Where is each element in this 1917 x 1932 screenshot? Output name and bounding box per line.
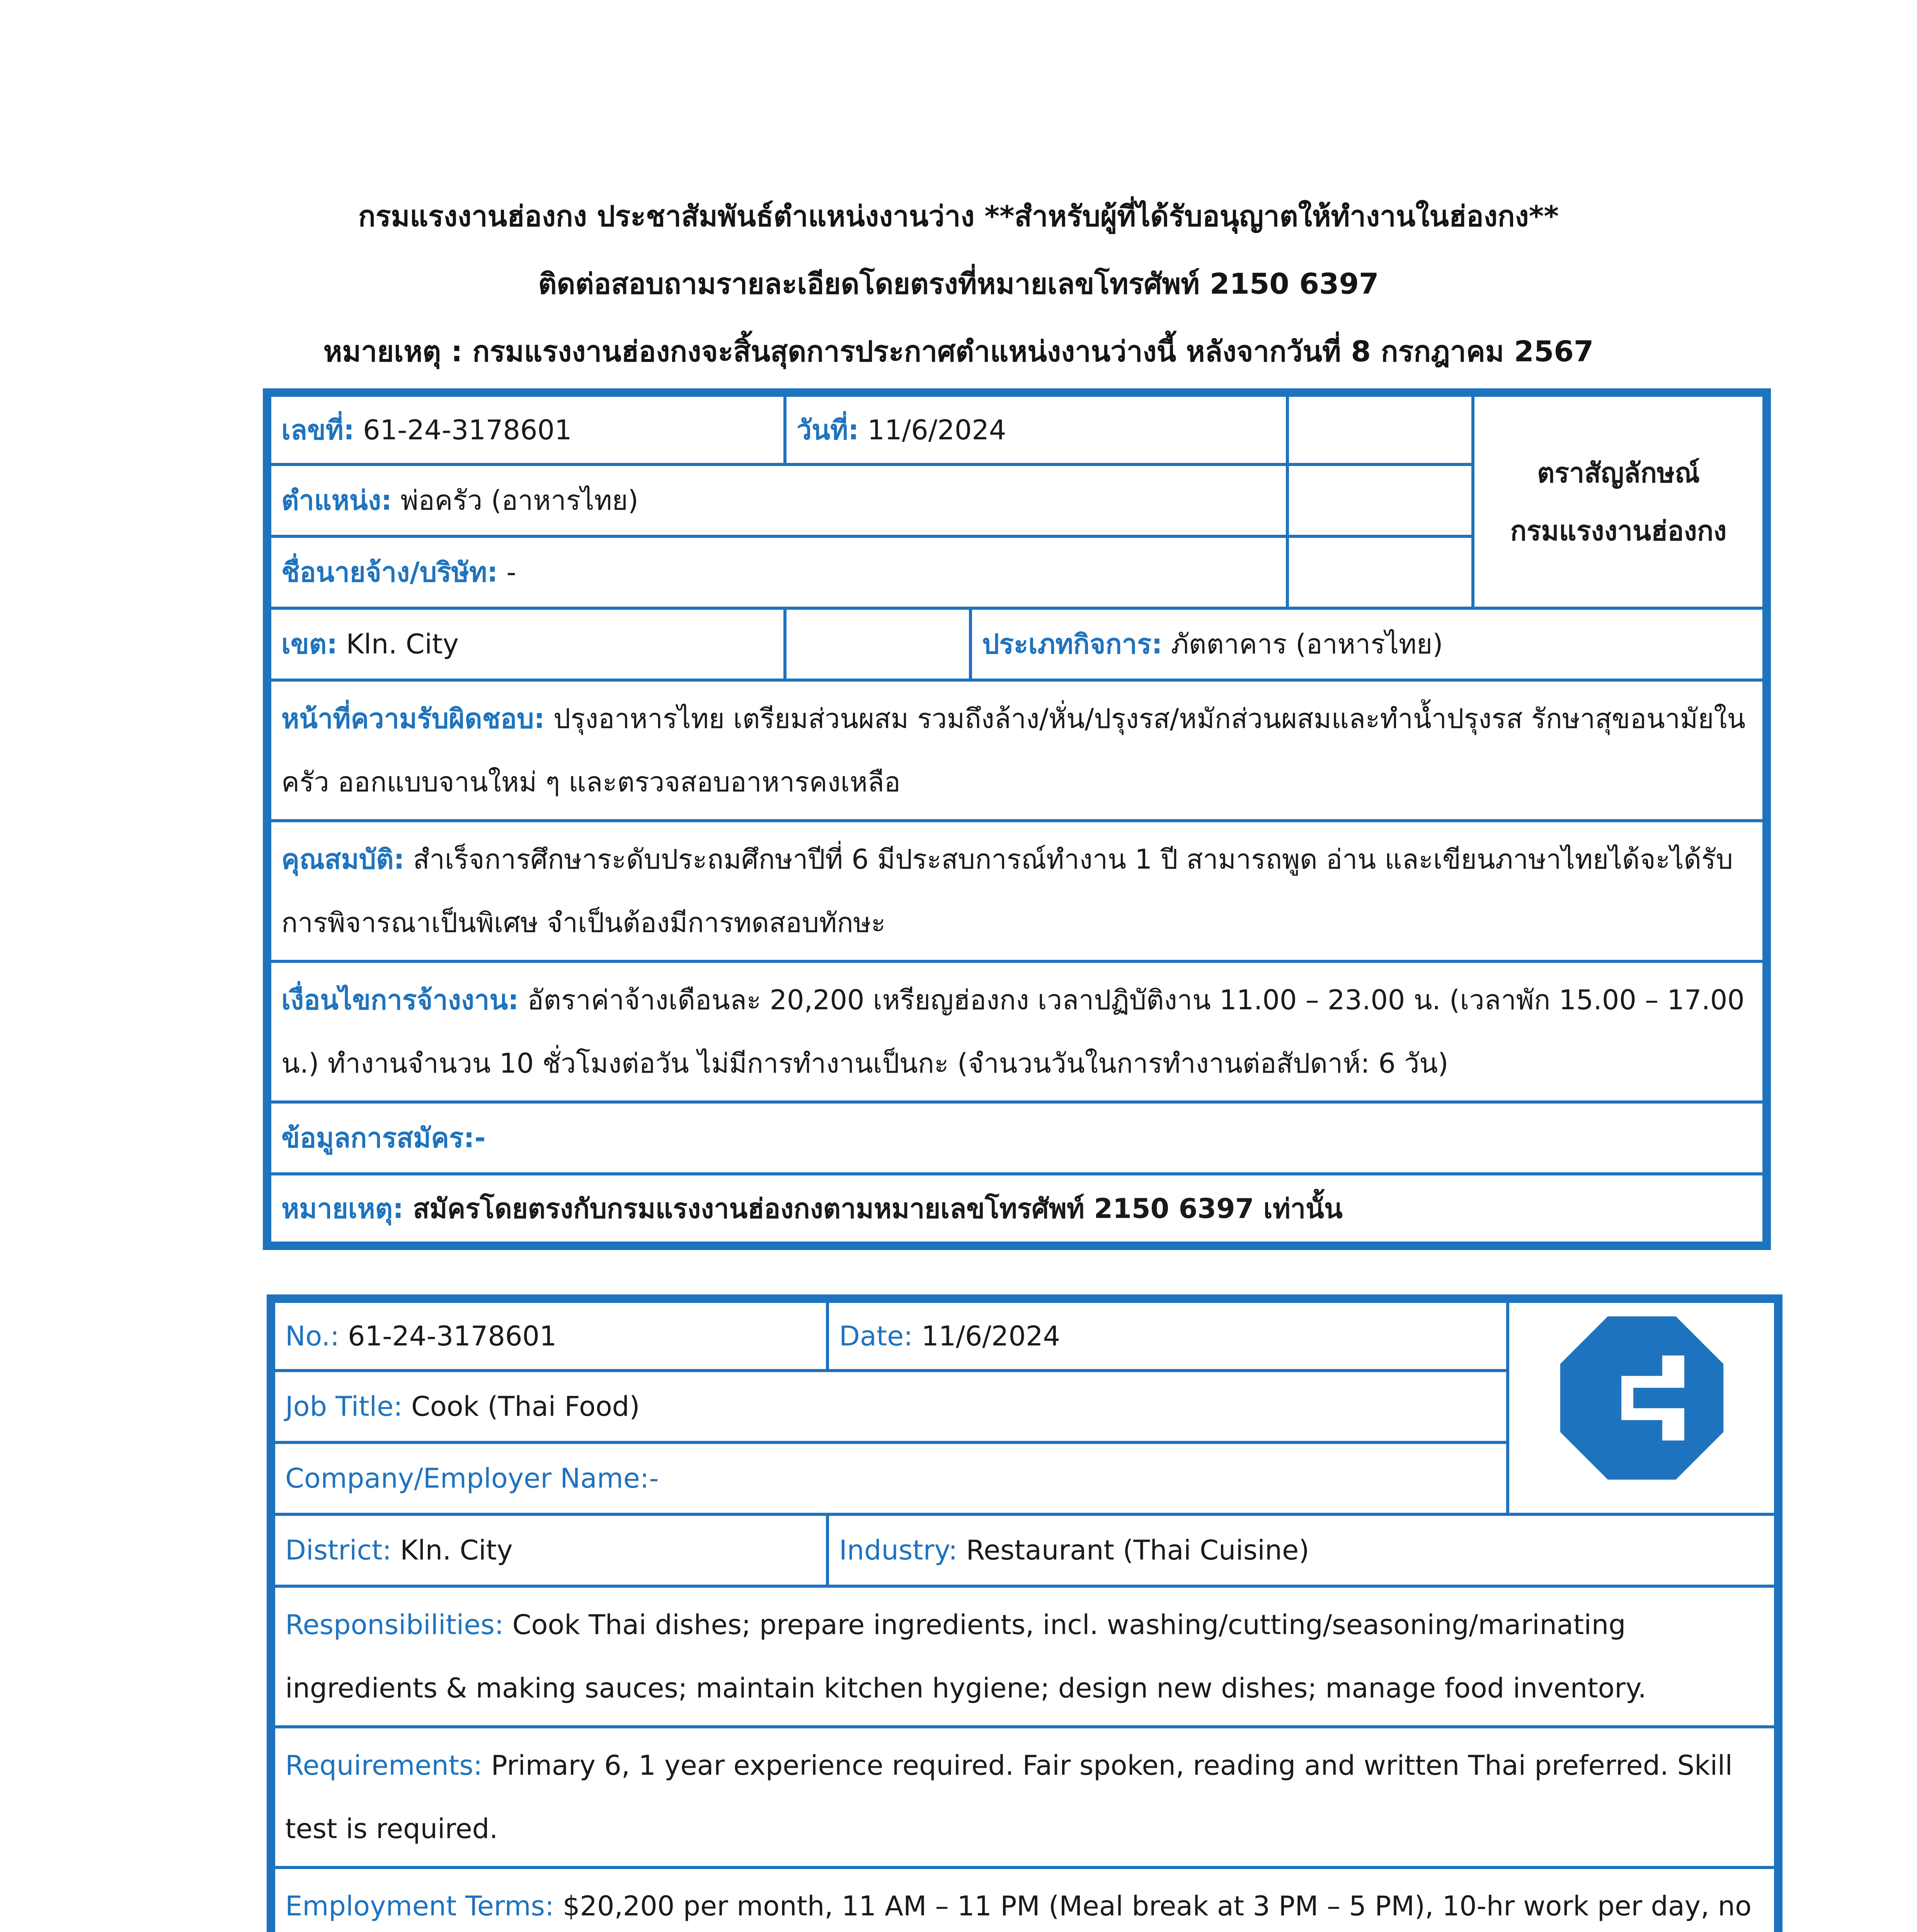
english-industry: Industry: Restaurant (Thai Cuisine) [827,1514,1778,1586]
thai-blank-cell [1287,393,1473,464]
english-vacancy-form [267,1294,1783,1932]
english-job-title: Job Title: Cook (Thai Food) [271,1371,1508,1442]
english-vacancy-number: No.: 61-24-3178601 [271,1299,827,1371]
thai-blank-cell [785,608,970,680]
thai-responsibilities: หน้าที่ความรับผิดชอบ: ปรุงอาหารไทย เตรียมส่วนผสม รวมถึงล้าง/หั่น/ปรุงรส/หมักส่วนผสมและทำน้ำปรุงรส รักษาสุขอนามัยในครัว ออกแบบจานใหม่ ๆ และตรวจสอบอาหารคงเหลือ [267,680,1767,821]
english-requirements: Requirements: Primary 6, 1 year experience required. Fair spoken, reading and written Thai preferred. Skill test is required. [271,1727,1778,1867]
thai-post-date: วันที่: 11/6/2024 [785,393,1287,464]
labour-department-seal: ตราสัญลักษณ์ กรมแรงงานฮ่องกง [1473,393,1767,608]
thai-employer: ชื่อนายจ้าง/บริษัท: - [267,536,1287,608]
english-responsibilities: Responsibilities: Cook Thai dishes; prepare ingredients, incl. washing/cutting/seasoning/marinating ingredients & making sauces; maintain kitchen hygiene; design new dishes; manage food inventory. [271,1586,1778,1727]
thai-vacancy-form [263,388,1771,1250]
labour-department-logo-icon [1557,1313,1727,1483]
english-employment-terms: Employment Terms: $20,200 per month, 11 AM – 11 PM (Meal break at 3 PM – 5 PM), 10-hr work per day, no [271,1867,1778,1932]
logo-cell [1508,1299,1778,1514]
thai-district: เขต: Kln. City [267,608,785,680]
thai-application-info: ข้อมูลการสมัคร:- [267,1102,1767,1174]
english-post-date: Date: 11/6/2024 [827,1299,1508,1371]
thai-industry: ประเภทกิจการ: ภัตตาคาร (อาหารไทย) [970,608,1767,680]
thai-employment-terms: เงื่อนไขการจ้างงาน: อัตราค่าจ้างเดือนละ 20,200 เหรียญฮ่องกง เวลาปฏิบัติงาน 11.00 – 23.00 น. (เวลาพัก 15.00 – 17.00 น.) ทำงานจำนวน 10 ชั่วโมงต่อวัน ไม่มีการทำงานเป็นกะ (จำนวนวันในการทำงานต่อสัปดาห์: 6 วัน) [267,961,1767,1102]
contact-line: ติดต่อสอบถามรายละเอียดโดยตรงที่หมายเลขโทรศัพท์ 2150 6397 [538,267,1379,301]
thai-remarks: หมายเหตุ: สมัครโดยตรงกับกรมแรงงานฮ่องกงตามหมายเลขโทรศัพท์ 2150 6397 เท่านั้น [267,1174,1767,1246]
english-company-name: Company/Employer Name:- [271,1442,1508,1514]
thai-blank-cell [1287,536,1473,608]
thai-qualifications: คุณสมบัติ: สำเร็จการศึกษาระดับประถมศึกษาปีที่ 6 มีประสบการณ์ทำงาน 1 ปี สามารถพูด อ่าน และเขียนภาษาไทยได้จะได้รับการพิจารณาเป็นพิเศษ จำเป็นต้องมีการทดสอบทักษะ [267,821,1767,961]
notice-heading: กรมแรงงานฮ่องกง ประชาสัมพันธ์ตำแหน่งงานว่าง **สำหรับผู้ที่ได้รับอนุญาตให้ทำงานในฮ่องกง** [358,200,1559,233]
thai-position: ตำแหน่ง: พ่อครัว (อาหารไทย) [267,464,1287,536]
expiry-note: หมายเหตุ : กรมแรงงานฮ่องกงจะสิ้นสุดการประกาศตำแหน่งงานว่างนี้ หลังจากวันที่ 8 กรกฎาคม 2567 [323,335,1594,368]
thai-vacancy-number: เลขที่: 61-24-3178601 [267,393,785,464]
english-district: District: Kln. City [271,1514,827,1586]
thai-blank-cell [1287,464,1473,536]
